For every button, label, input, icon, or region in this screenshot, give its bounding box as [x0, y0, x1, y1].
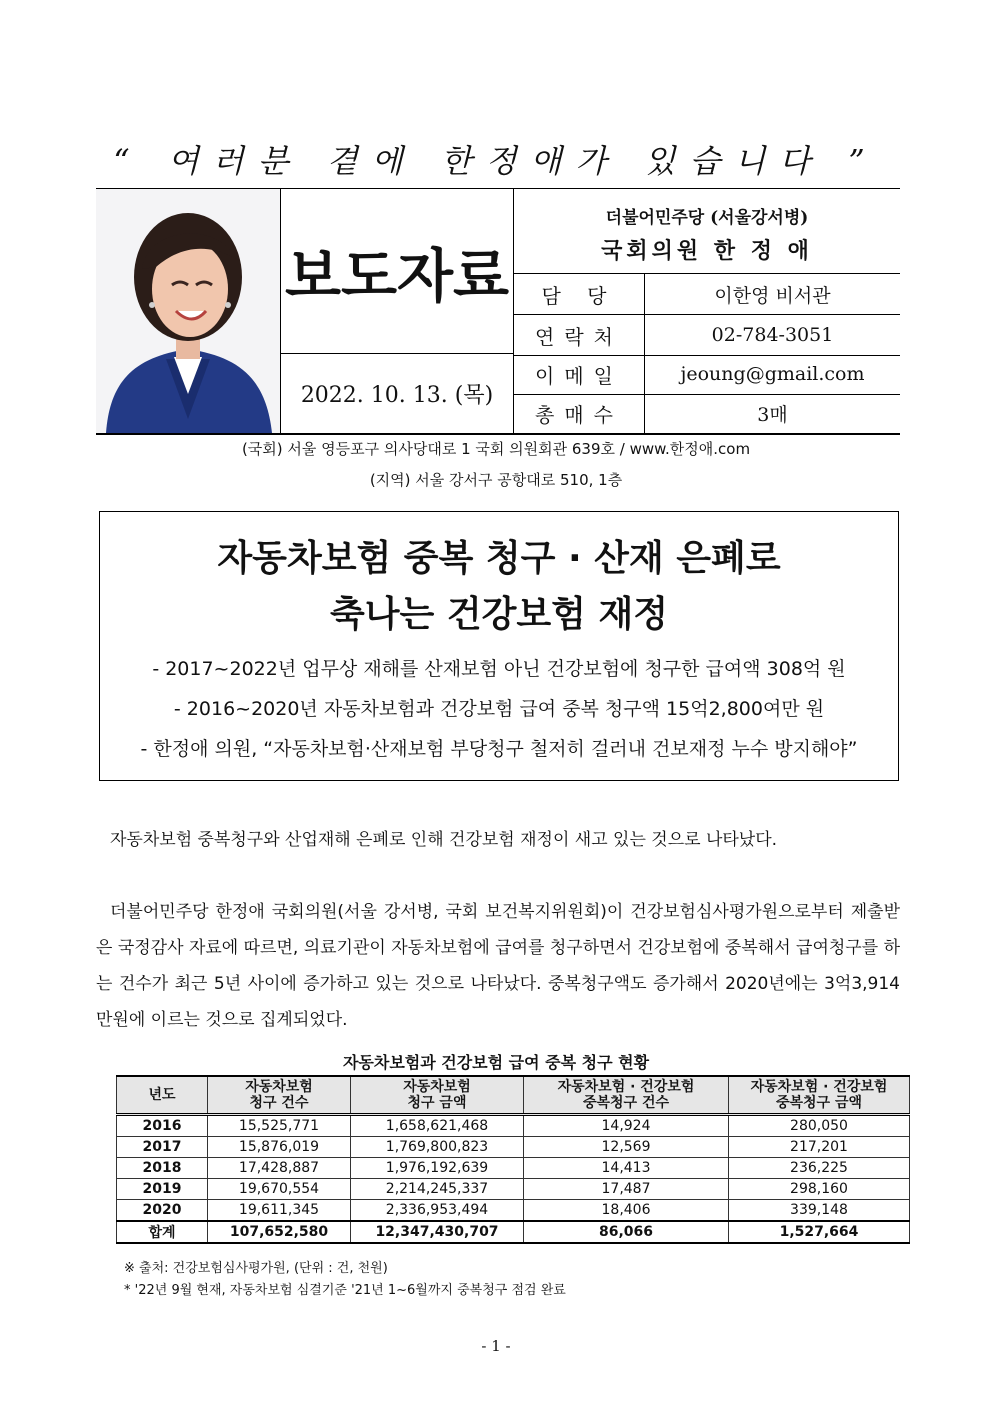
- cell: 15,876,019: [208, 1137, 351, 1158]
- cell: 12,569: [524, 1137, 729, 1158]
- contact-value: jeoung@gmail.com: [680, 363, 865, 385]
- contact-label: 연락처: [514, 315, 645, 355]
- address-local: (지역) 서울 강서구 공항대로 510, 1층: [369, 471, 623, 489]
- cell: 2,214,245,337: [351, 1179, 524, 1200]
- cell: 14,924: [524, 1115, 729, 1137]
- address-national: (국회) 서울 영등포구 의사당대로 1 국회 의원회관 639호 / www.한정애.com: [241, 440, 751, 458]
- contact-row-pages: [514, 393, 900, 433]
- cell-year: 2017: [117, 1137, 208, 1158]
- table-row: [117, 1115, 910, 1137]
- headline-box: [99, 511, 899, 781]
- contact-row-email: [514, 354, 900, 395]
- member-name: 국회의원 한 정 애: [601, 238, 813, 264]
- cell-year: 2016: [117, 1115, 208, 1137]
- body-paragraph-2: 더불어민주당 한정애 국회의원(서울 강서병, 국회 보건복지위원회)이 건강보험심사평가원으로부터 제출받은 국정감사 자료에 따르면, 의료기관이 자동차보험에 급여를 청구하면서 건강보험에 중복해서 급여청구를 하는 건수가 최근 5년 사이에 증가하고 있는 것으로 나타났다. 중복청구액도 증가해서 2020년에는 3억3,914만원에 이르는 것으로 집계되었다.: [96, 902, 900, 1030]
- contact-value: 3매: [757, 403, 788, 426]
- member-info: [514, 189, 900, 274]
- table-row: [117, 1179, 910, 1200]
- release-date: 2022. 10. 13. (목): [281, 354, 514, 433]
- cell: 1,769,800,823: [351, 1137, 524, 1158]
- headline-line-2: 축나는 건강보험 재정: [329, 594, 669, 635]
- cell: 86,066: [524, 1221, 729, 1243]
- contact-label: 이메일: [514, 354, 645, 394]
- portrait-image: [96, 189, 280, 433]
- cell: 18,406: [524, 1200, 729, 1222]
- press-header: [96, 188, 900, 435]
- cell-year: 2020: [117, 1200, 208, 1222]
- contact-value: 02-784-3051: [711, 324, 834, 346]
- header-claims-amount: 자동차보험 청구 금액: [351, 1076, 524, 1115]
- cell: 280,050: [729, 1115, 910, 1137]
- table-row: [117, 1200, 910, 1222]
- cell: 1,658,621,468: [351, 1115, 524, 1137]
- cell: 17,487: [524, 1179, 729, 1200]
- headline-line-1: 자동차보험 중복 청구 · 산재 은폐로: [217, 538, 781, 579]
- cell: 217,201: [729, 1137, 910, 1158]
- cell: 339,148: [729, 1200, 910, 1222]
- party-name: 더불어민주당 (서울강서병): [605, 208, 809, 228]
- cell: 236,225: [729, 1158, 910, 1179]
- header-dup-amount: 자동차보험 · 건강보험 중복청구 금액: [729, 1076, 910, 1115]
- press-release-title: 보도자료: [281, 189, 514, 354]
- cell: 298,160: [729, 1179, 910, 1200]
- table-caption: 자동차보험과 건강보험 급여 중복 청구 현황: [342, 1053, 650, 1072]
- contact-row-person: [514, 274, 900, 315]
- header-year: 년도: [117, 1076, 208, 1115]
- contact-row-phone: [514, 315, 900, 356]
- cell: 1,527,664: [729, 1221, 910, 1243]
- cell: 12,347,430,707: [351, 1221, 524, 1243]
- cell: 1,976,192,639: [351, 1158, 524, 1179]
- subheadline-2: - 2016~2020년 자동차보험과 건강보험 급여 중복 청구액 15억2,800여만 원: [173, 698, 825, 720]
- cell: 14,413: [524, 1158, 729, 1179]
- contact-value: 이한영 비서관: [714, 284, 831, 307]
- header-claims-count: 자동차보험 청구 건수: [208, 1076, 351, 1115]
- table-source-note: ※ 출처: 건강보험심사평가원, (단위 : 건, 천원): [124, 1261, 388, 1276]
- slogan: “ 여러분 곁에 한정애가 있습니다 ”: [113, 142, 879, 180]
- data-table: [116, 1075, 910, 1244]
- contact-label: 총매수: [514, 393, 645, 433]
- cell-year: 2019: [117, 1179, 208, 1200]
- contact-label: 담 당: [514, 274, 645, 314]
- table-row: [117, 1158, 910, 1179]
- cell: 2,336,953,494: [351, 1200, 524, 1222]
- table-footnote: * '22년 9월 현재, 자동차보험 심결기준 '21년 1~6월까지 중복청구 점검 완료: [124, 1283, 566, 1298]
- table-row: [117, 1137, 910, 1158]
- header-dup-count: 자동차보험 · 건강보험 중복청구 건수: [524, 1076, 729, 1115]
- table-header-row: [117, 1076, 910, 1115]
- cell: 17,428,887: [208, 1158, 351, 1179]
- subheadline-1: - 2017~2022년 업무상 재해를 산재보험 아닌 건강보험에 청구한 급여액 308억 원: [152, 658, 846, 680]
- subheadline-3: - 한정애 의원, “자동차보험·산재보험 부당청구 철저히 걸러내 건보재정 누수 방지해야”: [140, 738, 858, 760]
- cell: 19,611,345: [208, 1200, 351, 1222]
- cell: 15,525,771: [208, 1115, 351, 1137]
- cell: 19,670,554: [208, 1179, 351, 1200]
- table-total-row: [117, 1221, 910, 1243]
- cell: 107,652,580: [208, 1221, 351, 1243]
- cell-year: 2018: [117, 1158, 208, 1179]
- page-number: - 1 -: [481, 1337, 511, 1355]
- cell-total-label: 합계: [117, 1221, 208, 1243]
- body-paragraph-1: 자동차보험 중복청구와 산업재해 은폐로 인해 건강보험 재정이 새고 있는 것으로 나타났다.: [110, 830, 778, 850]
- member-photo: [96, 189, 281, 433]
